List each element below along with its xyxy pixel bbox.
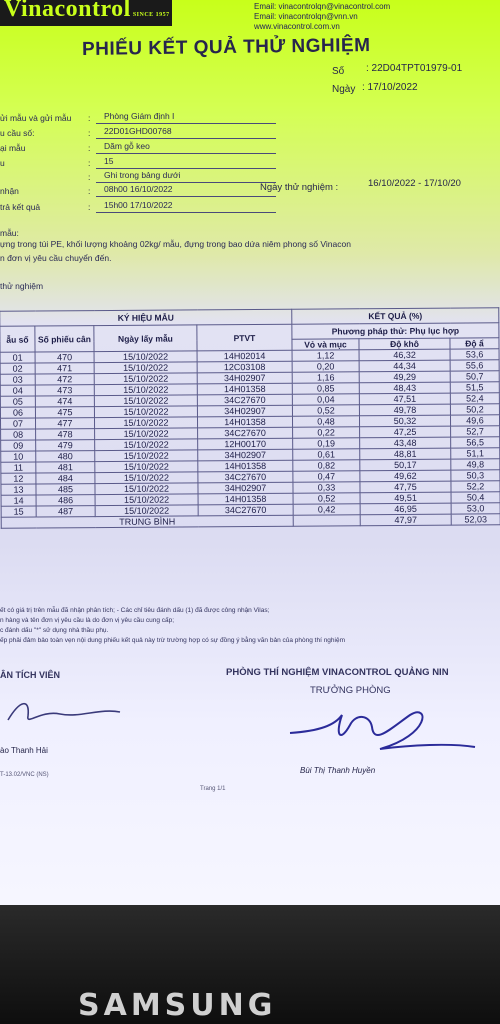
table-cell: 52,2 [451,481,500,492]
table-cell: 03 [0,374,35,385]
table-cell: 12H00170 [198,438,293,450]
table-cell: 471 [35,363,94,374]
table-cell: 1,16 [292,372,359,383]
table-cell: 49,78 [359,404,450,416]
table-cell: 14H02014 [197,350,292,362]
field-value: Ghi trong bảng dưới [104,170,181,180]
table-cell: 14H01358 [197,383,292,395]
analyst-name: ào Thanh Hải [0,746,48,755]
table-cell: 01 [0,352,35,363]
report-date: : 17/10/2022 [362,82,418,93]
table-cell: 478 [36,429,95,440]
note-line: n hàng và tên đơn vị yêu cầu là do đơn vị yêu cầu cung cấp; [0,617,175,624]
table-cell: 34H02907 [198,482,293,494]
field-value: 08h00 16/10/2022 [104,184,173,194]
table-cell: 15/10/2022 [94,384,197,396]
sample-description-label: mẫu: [0,228,19,238]
field-value: Phòng Giám định I [104,111,175,121]
table-cell: 0,04 [292,394,359,405]
table-cell: 46,32 [359,349,450,361]
note-line: ếp phải đảm bảo toàn vẹn nội dung phiếu kết quả này trừ trường hợp có sự đồng ý bằng văn bản của phòng thí nghiệm [0,637,346,644]
head-name: Bùi Thị Thanh Huyền [300,766,376,775]
field-value: 22D01GHD00768 [104,126,172,136]
table-cell: 479 [36,440,95,451]
table-cell: 484 [36,473,95,484]
field-value: Dăm gỗ keo [104,141,150,151]
table-cell: 475 [35,407,94,418]
table-cell: 02 [0,363,35,374]
table-cell: 49,6 [450,415,499,426]
head-signature [280,705,480,760]
table-cell: 05 [0,396,35,407]
col-header: Vỏ và mục [292,339,359,350]
table-cell: 07 [0,418,35,429]
field-label: u cầu số: [0,128,35,138]
table-cell: 55,6 [450,360,499,371]
result-group-header: KẾT QUẢ (%) [292,308,499,324]
table-cell: 10 [1,451,36,462]
table-cell: 15/10/2022 [95,494,198,506]
table-cell: 56,5 [451,437,500,448]
table-cell: 34H02907 [197,405,292,417]
table-cell: 15/10/2022 [95,461,198,473]
head-title: TRƯỞNG PHÒNG [310,685,391,696]
document-title: PHIẾU KẾT QUẢ THỬ NGHIỆM [81,34,371,61]
report-number-label: Số [332,66,345,77]
sample-id-group-header: KÝ HIỆU MẪU [0,309,292,326]
table-cell: 15/10/2022 [95,439,198,451]
sample-description-line: ựng trong túi PE, khối lượng khoảng 02kg/ mẫu, đựng trong bao dứa niêm phong số Vinacon [0,239,351,249]
notes [0,606,345,646]
average-value: 52,03 [451,514,500,525]
table-cell: 50,32 [359,415,450,427]
table-cell: 34H02907 [197,372,292,384]
table-cell: 15/10/2022 [95,450,198,462]
table-cell: 14H01358 [198,493,293,505]
field-label: nhận [0,186,19,196]
table-cell: 47,25 [360,426,451,438]
results-table [0,307,500,528]
table-cell: 14H01358 [198,460,293,472]
sample-description-line: n đơn vị yêu cầu chuyển đến. [0,253,112,263]
table-cell: 49,51 [360,492,451,504]
table-cell: 34C27670 [198,471,293,483]
table-cell: 51,5 [450,382,499,393]
table-cell: 15 [1,506,36,517]
table-cell: 46,95 [360,503,451,515]
table-cell: 0,42 [293,504,360,515]
table-cell: 14 [1,495,36,506]
contact-info: Email: vinacontrolqn@vinacontrol.com Email: vinacontrolqn@vnn.vn www.vinacontrol.com.vn [254,2,391,31]
table-cell: 474 [35,396,94,407]
table-cell: 43,48 [360,437,451,449]
table-cell: 47,51 [359,393,450,405]
table-cell: 15/10/2022 [94,362,197,374]
report-number: : 22D04TPT01979-01 [366,63,463,74]
table-cell: 15/10/2022 [94,406,197,418]
table-cell: 487 [36,506,95,517]
field-value: 15 [104,156,114,166]
table-cell: 12C03108 [197,361,292,373]
table-cell: 50,4 [451,492,500,503]
average-row [1,514,500,528]
table-cell: 0,20 [292,361,359,372]
table-cell: 15/10/2022 [95,428,198,440]
table-cell: 470 [35,352,94,363]
field-label: u [0,158,5,168]
page-number: Trang 1/1 [200,786,226,792]
note-line: ết có giá trị trên mẫu đã nhận phân tích; - Các chỉ tiêu đánh dấu (1) đã được công nhận Vilas; [0,607,270,614]
table-cell: 15/10/2022 [95,505,198,517]
table-cell: 34C27670 [197,394,292,406]
report-date-label: Ngày [332,84,356,95]
table-cell: 485 [36,484,95,495]
table-cell: 08 [1,429,36,440]
method-header: Phương pháp thử: Phụ lục hợp [292,323,499,339]
col-header: Ngày lấy mẫu [94,325,197,352]
table-cell: 04 [0,385,35,396]
table-cell: 47,75 [360,481,451,493]
test-date-label: Ngày thử nghiệm : [260,182,339,193]
table-cell: 0,85 [292,383,359,394]
table-cell: 15/10/2022 [94,351,197,363]
table-cell: 0,33 [293,482,360,493]
table-cell: 34C27670 [198,427,293,439]
table-cell: 0,22 [293,427,360,438]
table-cell: 50,7 [450,371,499,382]
col-header: PTVT [197,324,292,351]
average-value [293,515,360,526]
table-cell: 0,61 [293,449,360,460]
table-cell: 48,43 [359,382,450,394]
table-cell: 15/10/2022 [95,483,198,495]
test-date-value: 16/10/2022 - 17/10/20 [368,178,461,189]
table-cell: 15/10/2022 [95,472,198,484]
table-cell: 15/10/2022 [94,395,197,407]
field-label: trả kết quả [0,202,41,212]
table-cell: 49,8 [451,459,500,470]
table-cell: 472 [35,374,94,385]
table-cell: 34H02907 [198,449,293,461]
table-cell: 0,19 [293,438,360,449]
table-cell: 50,17 [360,459,451,471]
table-cell: 0,82 [293,460,360,471]
lab-name: PHÒNG THÍ NGHIỆM VINACONTROL QUẢNG NIN [226,667,449,678]
form-code: T-13.02/VNC (NS) [0,772,49,778]
table-cell: 473 [35,385,94,396]
table-cell: 14H01358 [197,416,292,428]
table-cell: 12 [1,473,36,484]
table-cell: 0,52 [292,405,359,416]
table-cell: 06 [0,407,35,418]
average-label: TRUNG BÌNH [1,515,293,528]
table-cell: 09 [1,440,36,451]
analyst-signature [0,690,140,740]
table-cell: 50,3 [451,470,500,481]
table-cell: 0,52 [293,493,360,504]
table-cell: 486 [36,495,95,506]
table-cell: 0,48 [292,416,359,427]
table-cell: 49,29 [359,371,450,383]
note-line: c đánh dấu "*" sử dụng nhà thầu phụ. [0,627,109,634]
table-cell: 0,47 [293,471,360,482]
company-logo: Vinacontrol SINCE 1957 [0,0,172,26]
field-label: ửi mẫu và gửi mẫu [0,113,72,123]
table-cell: 1,12 [292,350,359,361]
table-cell: 44,34 [359,360,450,372]
table-cell: 481 [36,462,95,473]
col-header: ẫu số [0,326,35,352]
test-section-heading: thử nghiệm [0,281,44,291]
field-label: ại mẫu [0,143,26,153]
table-cell: 51,1 [451,448,500,459]
analyst-title: ÂN TÍCH VIÊN [0,670,61,680]
average-value: 47,97 [360,514,451,526]
table-cell: 53,6 [450,349,499,360]
table-cell: 480 [36,451,95,462]
field-value: 15h00 17/10/2022 [104,200,173,210]
table-cell: 34C27670 [198,504,293,516]
table-cell: 11 [1,462,36,473]
table-cell: 48,81 [360,448,451,460]
table-cell: 49,62 [360,470,451,482]
table-cell: 15/10/2022 [94,373,197,385]
test-result-document: Vinacontrol SINCE 1957 Email: vinacontrolqn@vinacontrol.com Email: vinacontrolqn@vnn.vn www.vinacontrol.com.vn PHIẾU KẾT QUẢ THỬ NGHIỆM Số : 22D04TPT01979-01 Ngày : 17/10/2022 ửi mẫu và gửi mẫu : Phòng Giám định I u cầu số: : 22D01GHD00768 ại mẫu : Dăm gỗ keo u : 15 : Ghi trong bảng dưới nhận : 08h00 16/10/2022 trả kết quả : 15h00 17/10/2022 Ngày thử nghiệm : 16/10/2022 - 17/10/20 mẫu: ựng trong túi PE, khối lượng khoảng 02kg/ mẫu, đựng trong bao dứa niêm phong số Vinacon n đơn vị yêu cầu chuyển đến. thử nghiệm KÝ HIỆU MẪU KẾT QUẢ (%) ẫu số Số phiếu cân Ngày lấy mẫu PTVT Phương pháp thử: Phụ lục hợp Vỏ và mục Độ khô Độ ẩ 01 470 15/10/2022 14H02014 1,12 46,32 53,6 02 471 15/10/2022 12C03108 0,20 44,34 55,6 03 472 15/10/2022 34H02907 1,16 49,29 50,7 04 473 15/10/2022 14H01358 0,85 48,43 51,5 05 474 15/10/2022 34C27670 0,04 47,51 52,4 06 475 15/10/2022 34H02907 0,52 49,78 50,2 07 477 15/10/2022 14H01358 0,48 50,32 49,6 08 478 15/10/2022 34C27670 0,22 47,25 52,7 09 479 15/10/2022 12H00170 0,19 43,48 56,5 10 480 15/10/2022 34H02907 0,61 48,81 51,1 11 481 15/10/2022 14H01358 0,82 50,17 49,8 12 484 15/10/2022 34C27670 0,47 49,62 50,3 13 485 15/10/2022 34H02907 0,33 47,75 52,2 14 486 15/10/2022 14H01358 0,52 49,51 50,4 15 487 15/10/2022 34C27670 0,42 46,95 53,0 TRUNG BÌNH 47,97 52,03 ết có giá trị trên mẫu đã nhận phân tích; - Các chỉ tiêu đánh dấu (1) đã được công nhận Vilas; n hàng và tên đơn vị yêu cầu là do đơn vị yêu cầu cung cấp; c đánh dấu "*" sử dụng nhà thầu phụ. ếp phải đảm bảo toàn vẹn nội dung phiếu kết quả này trừ trường hợp có sự đồng ý bằng văn bản của phòng thí nghiệm ÂN TÍCH VIÊN PHÒNG THÍ NGHIỆM VINACONTROL QUẢNG NIN TRƯỞNG PHÒNG ào Thanh Hải Bùi Thị Thanh Huyền T-13.02/VNC (NS) Trang 1/1 [0,0,500,905]
table-cell: 52,4 [450,393,499,404]
table-cell: 50,2 [450,404,499,415]
table-cell: 13 [1,484,36,495]
col-header: Số phiếu cân [35,326,94,352]
table-cell: 52,7 [451,426,500,437]
col-header: Độ ẩ [450,338,499,349]
monitor-brand-logo: SAMSUNG [78,988,277,1023]
table-cell: 477 [35,418,94,429]
table-cell: 53,0 [451,503,500,514]
table-cell: 15/10/2022 [94,417,197,429]
col-header: Độ khô [359,338,450,350]
